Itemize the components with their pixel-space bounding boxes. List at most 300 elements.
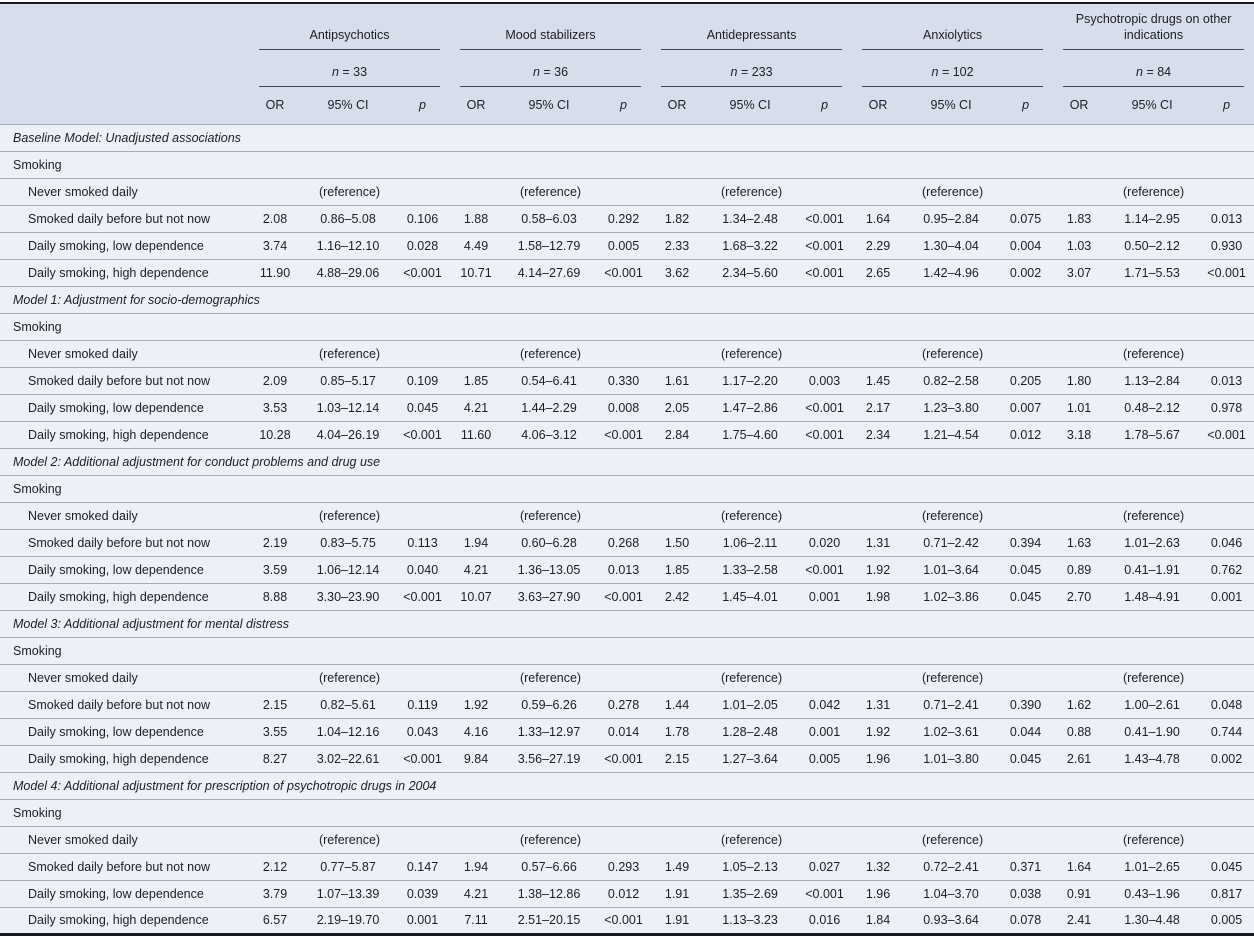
header-corner [0, 3, 249, 50]
or-cell: 1.88 [450, 205, 502, 232]
ci-cell: 1.42–4.96 [904, 259, 998, 286]
ci-cell: 1.48–4.91 [1105, 583, 1199, 610]
results-table [0, 2, 1254, 936]
reference-cell: (reference) [1053, 502, 1254, 529]
reference-cell: (reference) [1053, 340, 1254, 367]
or-cell: 2.61 [1053, 745, 1105, 772]
or-cell: 3.79 [249, 880, 301, 907]
row-label: Smoked daily before but not now [0, 853, 249, 880]
or-cell: 1.64 [852, 205, 904, 232]
row-label: Never smoked daily [0, 826, 249, 853]
p-cell: <0.001 [395, 421, 450, 448]
or-cell: 7.11 [450, 907, 502, 934]
p-cell: 0.012 [998, 421, 1053, 448]
or-cell: 2.42 [651, 583, 703, 610]
reference-cell: (reference) [249, 340, 450, 367]
ci-cell: 0.43–1.96 [1105, 880, 1199, 907]
p-cell: 0.978 [1199, 394, 1254, 421]
section-subheader-row [0, 799, 1254, 826]
data-row [0, 394, 1254, 421]
ci-cell: 1.01–2.05 [703, 691, 797, 718]
p-cell: 0.001 [1199, 583, 1254, 610]
ci-col-header: 95% CI [729, 98, 771, 113]
header-n-row [0, 50, 1254, 87]
reference-cell: (reference) [852, 178, 1053, 205]
reference-cell: (reference) [852, 502, 1053, 529]
p-cell: <0.001 [797, 232, 852, 259]
p-cell: 0.013 [596, 556, 651, 583]
header-corner [0, 50, 249, 87]
ci-cell: 0.48–2.12 [1105, 394, 1199, 421]
ci-cell: 1.58–12.79 [502, 232, 596, 259]
or-cell: 1.96 [852, 745, 904, 772]
p-cell: <0.001 [1199, 421, 1254, 448]
p-cell: 0.038 [998, 880, 1053, 907]
ci-cell: 1.01–3.64 [904, 556, 998, 583]
ci-cell: 1.30–4.04 [904, 232, 998, 259]
section-title: Model 2: Additional adjustment for conduct problems and drug use [0, 448, 1254, 475]
group-n [862, 64, 1043, 87]
or-cell: 4.21 [450, 556, 502, 583]
p-cell: 0.020 [797, 529, 852, 556]
or-cell: 2.15 [249, 691, 301, 718]
ci-cell: 1.35–2.69 [703, 880, 797, 907]
p-cell: 0.045 [1199, 853, 1254, 880]
p-cell: 0.268 [596, 529, 651, 556]
or-cell: 3.59 [249, 556, 301, 583]
n-value: = 36 [539, 64, 569, 79]
data-row [0, 718, 1254, 745]
p-cell: 0.113 [395, 529, 450, 556]
p-cell: 0.045 [998, 745, 1053, 772]
reference-cell: (reference) [450, 340, 651, 367]
p-cell: 0.205 [998, 367, 1053, 394]
ci-cell: 2.51–20.15 [502, 907, 596, 934]
ci-cell: 0.72–2.41 [904, 853, 998, 880]
n-value: = 233 [737, 64, 773, 79]
p-cell: <0.001 [797, 259, 852, 286]
section-title-row [0, 610, 1254, 637]
ci-cell: 0.59–6.26 [502, 691, 596, 718]
p-col-header: p [419, 98, 426, 113]
p-cell: 0.048 [1199, 691, 1254, 718]
row-label: Daily smoking, low dependence [0, 718, 249, 745]
p-cell: <0.001 [395, 259, 450, 286]
data-row [0, 907, 1254, 934]
or-cell: 3.18 [1053, 421, 1105, 448]
ci-cell: 4.06–3.12 [502, 421, 596, 448]
or-cell: 1.91 [651, 880, 703, 907]
or-cell: 11.60 [450, 421, 502, 448]
row-label: Never smoked daily [0, 178, 249, 205]
p-cell: 0.039 [395, 880, 450, 907]
group-n-cell [651, 50, 852, 87]
reference-cell: (reference) [852, 826, 1053, 853]
ci-cell: 1.45–4.01 [703, 583, 797, 610]
or-cell: 1.92 [852, 556, 904, 583]
n-symbol: n [730, 64, 738, 79]
or-cell: 2.12 [249, 853, 301, 880]
table-header [0, 3, 1254, 124]
header-group-row [0, 3, 1254, 50]
section-subheader-row [0, 475, 1254, 502]
ci-cell: 1.17–2.20 [703, 367, 797, 394]
reference-cell: (reference) [651, 826, 852, 853]
or-col-header: OR [868, 98, 888, 113]
row-label: Daily smoking, low dependence [0, 394, 249, 421]
p-cell: 0.001 [797, 718, 852, 745]
row-label: Daily smoking, low dependence [0, 556, 249, 583]
or-cell: 2.09 [249, 367, 301, 394]
p-cell: 0.001 [395, 907, 450, 934]
or-cell: 2.34 [852, 421, 904, 448]
or-cell: 1.98 [852, 583, 904, 610]
or-cell: 1.82 [651, 205, 703, 232]
p-cell: 0.001 [797, 583, 852, 610]
section-title: Model 3: Additional adjustment for mental distress [0, 610, 1254, 637]
reference-cell: (reference) [1053, 178, 1254, 205]
ci-cell: 1.78–5.67 [1105, 421, 1199, 448]
data-row [0, 421, 1254, 448]
or-cell: 3.53 [249, 394, 301, 421]
or-cell: 1.01 [1053, 394, 1105, 421]
p-cell: 0.119 [395, 691, 450, 718]
p-cell: <0.001 [1199, 259, 1254, 286]
or-cell: 8.27 [249, 745, 301, 772]
p-cell: 0.045 [998, 583, 1053, 610]
ci-cell: 3.63–27.90 [502, 583, 596, 610]
p-cell: 0.817 [1199, 880, 1254, 907]
p-cell: 0.005 [797, 745, 852, 772]
smoking-subheader: Smoking [0, 799, 1254, 826]
or-col-header: OR [265, 98, 285, 113]
p-cell: <0.001 [596, 259, 651, 286]
or-cell: 2.17 [852, 394, 904, 421]
or-cell: 1.49 [651, 853, 703, 880]
ci-cell: 1.14–2.95 [1105, 205, 1199, 232]
p-cell: 0.744 [1199, 718, 1254, 745]
or-cell: 0.91 [1053, 880, 1105, 907]
ci-cell: 0.41–1.91 [1105, 556, 1199, 583]
p-cell: 0.330 [596, 367, 651, 394]
ci-cell: 1.38–12.86 [502, 880, 596, 907]
smoking-subheader: Smoking [0, 637, 1254, 664]
or-cell: 1.91 [651, 907, 703, 934]
header-cols-row [0, 87, 1254, 124]
section-title: Model 1: Adjustment for socio-demographics [0, 286, 1254, 313]
group-n-cell [450, 50, 651, 87]
or-cell: 3.74 [249, 232, 301, 259]
reference-row [0, 502, 1254, 529]
or-cell: 2.08 [249, 205, 301, 232]
ci-cell: 4.14–27.69 [502, 259, 596, 286]
n-value: = 84 [1142, 64, 1172, 79]
or-cell: 2.84 [651, 421, 703, 448]
group-title: Mood stabilizers [460, 27, 641, 50]
reference-cell: (reference) [450, 664, 651, 691]
data-row [0, 232, 1254, 259]
ci-cell: 3.56–27.19 [502, 745, 596, 772]
ci-cell: 1.36–13.05 [502, 556, 596, 583]
reference-cell: (reference) [651, 340, 852, 367]
ci-cell: 0.60–6.28 [502, 529, 596, 556]
section-subheader-row [0, 313, 1254, 340]
ci-cell: 1.47–2.86 [703, 394, 797, 421]
ci-col-header: 95% CI [327, 98, 369, 113]
p-cell: 0.014 [596, 718, 651, 745]
ci-cell: 1.03–12.14 [301, 394, 395, 421]
or-cell: 1.92 [450, 691, 502, 718]
group-title: Anxiolytics [862, 27, 1043, 50]
row-label: Smoked daily before but not now [0, 691, 249, 718]
or-cell: 1.64 [1053, 853, 1105, 880]
or-cell: 2.33 [651, 232, 703, 259]
reference-cell: (reference) [651, 664, 852, 691]
row-label: Smoked daily before but not now [0, 529, 249, 556]
group-header-cell [1053, 3, 1254, 50]
p-cell: <0.001 [596, 907, 651, 934]
or-cell: 1.84 [852, 907, 904, 934]
group-n-cell [852, 50, 1053, 87]
ci-cell: 0.71–2.41 [904, 691, 998, 718]
ci-cell: 2.34–5.60 [703, 259, 797, 286]
section-subheader-row [0, 637, 1254, 664]
ci-cell: 1.27–3.64 [703, 745, 797, 772]
or-cell: 10.07 [450, 583, 502, 610]
ci-col-header: 95% CI [528, 98, 570, 113]
reference-cell: (reference) [450, 178, 651, 205]
or-cell: 2.65 [852, 259, 904, 286]
or-cell: 3.55 [249, 718, 301, 745]
or-cell: 1.03 [1053, 232, 1105, 259]
or-cell: 4.16 [450, 718, 502, 745]
reference-cell: (reference) [1053, 664, 1254, 691]
or-cell: 1.80 [1053, 367, 1105, 394]
p-cell: 0.045 [998, 556, 1053, 583]
or-cell: 1.83 [1053, 205, 1105, 232]
smoking-subheader: Smoking [0, 313, 1254, 340]
data-row [0, 880, 1254, 907]
reference-row [0, 340, 1254, 367]
or-cell: 2.41 [1053, 907, 1105, 934]
ci-cell: 1.00–2.61 [1105, 691, 1199, 718]
p-cell: 0.008 [596, 394, 651, 421]
p-cell: 0.147 [395, 853, 450, 880]
reference-cell: (reference) [249, 502, 450, 529]
ci-cell: 1.13–3.23 [703, 907, 797, 934]
or-cell: 1.94 [450, 529, 502, 556]
ci-cell: 1.23–3.80 [904, 394, 998, 421]
p-cell: 0.109 [395, 367, 450, 394]
n-symbol: n [532, 64, 540, 79]
p-cell: 0.292 [596, 205, 651, 232]
p-cell: 0.043 [395, 718, 450, 745]
or-cell: 1.31 [852, 691, 904, 718]
reference-row [0, 826, 1254, 853]
or-cell: 2.15 [651, 745, 703, 772]
ci-cell: 1.16–12.10 [301, 232, 395, 259]
reference-cell: (reference) [450, 502, 651, 529]
or-cell: 2.19 [249, 529, 301, 556]
p-cell: 0.390 [998, 691, 1053, 718]
or-col-header: OR [667, 98, 687, 113]
row-label: Smoked daily before but not now [0, 205, 249, 232]
p-cell: <0.001 [797, 421, 852, 448]
row-label: Never smoked daily [0, 664, 249, 691]
ci-col-header: 95% CI [930, 98, 972, 113]
or-cell: 2.05 [651, 394, 703, 421]
ci-cell: 1.06–2.11 [703, 529, 797, 556]
data-row [0, 745, 1254, 772]
reference-cell: (reference) [852, 664, 1053, 691]
or-cell: 4.49 [450, 232, 502, 259]
group-title: Antipsychotics [259, 27, 440, 50]
data-row [0, 691, 1254, 718]
group-n-cell [1053, 50, 1254, 87]
smoking-subheader: Smoking [0, 475, 1254, 502]
p-cell: 0.106 [395, 205, 450, 232]
ci-cell: 1.33–2.58 [703, 556, 797, 583]
group-n [259, 64, 440, 87]
or-cell: 1.85 [651, 556, 703, 583]
ci-cell: 1.13–2.84 [1105, 367, 1199, 394]
ci-cell: 1.34–2.48 [703, 205, 797, 232]
ci-cell: 1.33–12.97 [502, 718, 596, 745]
or-cell: 2.70 [1053, 583, 1105, 610]
p-cell: <0.001 [797, 205, 852, 232]
ci-cell: 0.86–5.08 [301, 205, 395, 232]
group-title: Antidepressants [661, 27, 842, 50]
data-row [0, 259, 1254, 286]
ci-cell: 1.04–12.16 [301, 718, 395, 745]
group-n [460, 64, 641, 87]
row-label: Never smoked daily [0, 502, 249, 529]
n-symbol: n [931, 64, 939, 79]
p-cell: 0.278 [596, 691, 651, 718]
data-row [0, 205, 1254, 232]
p-cell: 0.013 [1199, 205, 1254, 232]
ci-cell: 1.68–3.22 [703, 232, 797, 259]
p-cell: 0.045 [395, 394, 450, 421]
ci-cell: 1.28–2.48 [703, 718, 797, 745]
or-cell: 4.21 [450, 880, 502, 907]
ci-cell: 1.02–3.61 [904, 718, 998, 745]
group-header-cell [249, 3, 450, 50]
p-cell: 0.394 [998, 529, 1053, 556]
ci-cell: 0.54–6.41 [502, 367, 596, 394]
p-cell: 0.046 [1199, 529, 1254, 556]
ci-cell: 0.85–5.17 [301, 367, 395, 394]
p-cell: 0.930 [1199, 232, 1254, 259]
or-cell: 1.85 [450, 367, 502, 394]
p-cell: 0.044 [998, 718, 1053, 745]
ci-cell: 3.02–22.61 [301, 745, 395, 772]
or-cell: 1.62 [1053, 691, 1105, 718]
row-label: Daily smoking, high dependence [0, 421, 249, 448]
ci-cell: 1.21–4.54 [904, 421, 998, 448]
section-subheader-row [0, 151, 1254, 178]
reference-cell: (reference) [1053, 826, 1254, 853]
or-cell: 11.90 [249, 259, 301, 286]
reference-cell: (reference) [852, 340, 1053, 367]
row-label: Daily smoking, high dependence [0, 907, 249, 934]
p-cell: 0.028 [395, 232, 450, 259]
p-cell: 0.040 [395, 556, 450, 583]
p-cell: 0.002 [1199, 745, 1254, 772]
table-body [0, 124, 1254, 934]
p-cell: 0.016 [797, 907, 852, 934]
ci-cell: 0.71–2.42 [904, 529, 998, 556]
p-cell: 0.002 [998, 259, 1053, 286]
data-row [0, 367, 1254, 394]
data-row [0, 529, 1254, 556]
n-value: = 102 [938, 64, 974, 79]
row-label: Daily smoking, high dependence [0, 259, 249, 286]
ci-cell: 1.75–4.60 [703, 421, 797, 448]
p-cell: 0.075 [998, 205, 1053, 232]
or-cell: 3.07 [1053, 259, 1105, 286]
group-header-cell [852, 3, 1053, 50]
reference-row [0, 664, 1254, 691]
or-cell: 10.71 [450, 259, 502, 286]
section-title-row [0, 286, 1254, 313]
ci-cell: 0.95–2.84 [904, 205, 998, 232]
p-cell: <0.001 [395, 745, 450, 772]
group-n [1063, 64, 1244, 87]
or-cell: 1.32 [852, 853, 904, 880]
ci-cell: 1.43–4.78 [1105, 745, 1199, 772]
ci-cell: 0.77–5.87 [301, 853, 395, 880]
p-cell: 0.078 [998, 907, 1053, 934]
p-cell: 0.003 [797, 367, 852, 394]
header-corner [0, 87, 249, 124]
row-label: Daily smoking, low dependence [0, 232, 249, 259]
section-title: Model 4: Additional adjustment for prescription of psychotropic drugs in 2004 [0, 772, 1254, 799]
smoking-subheader: Smoking [0, 151, 1254, 178]
p-cell: <0.001 [797, 556, 852, 583]
or-cell: 3.62 [651, 259, 703, 286]
p-cell: 0.005 [596, 232, 651, 259]
p-col-header: p [620, 98, 627, 113]
or-cell: 9.84 [450, 745, 502, 772]
group-title: Psychotropic drugs on other indications [1063, 11, 1244, 51]
or-cell: 1.96 [852, 880, 904, 907]
p-cell: <0.001 [797, 880, 852, 907]
p-cell: <0.001 [395, 583, 450, 610]
ci-cell: 4.04–26.19 [301, 421, 395, 448]
section-title-row [0, 772, 1254, 799]
ci-cell: 0.82–5.61 [301, 691, 395, 718]
or-cell: 1.61 [651, 367, 703, 394]
p-cell: 0.013 [1199, 367, 1254, 394]
or-cell: 0.88 [1053, 718, 1105, 745]
row-label: Daily smoking, high dependence [0, 745, 249, 772]
or-col-header: OR [466, 98, 486, 113]
ci-cell: 1.01–2.65 [1105, 853, 1199, 880]
n-symbol: n [331, 64, 339, 79]
p-col-header: p [1022, 98, 1030, 113]
ci-cell: 0.57–6.66 [502, 853, 596, 880]
or-cell: 1.94 [450, 853, 502, 880]
ci-cell: 0.83–5.75 [301, 529, 395, 556]
p-cell: 0.012 [596, 880, 651, 907]
p-cell: <0.001 [596, 421, 651, 448]
reference-row [0, 178, 1254, 205]
reference-cell: (reference) [450, 826, 651, 853]
row-label: Daily smoking, high dependence [0, 583, 249, 610]
ci-cell: 3.30–23.90 [301, 583, 395, 610]
reference-cell: (reference) [249, 664, 450, 691]
